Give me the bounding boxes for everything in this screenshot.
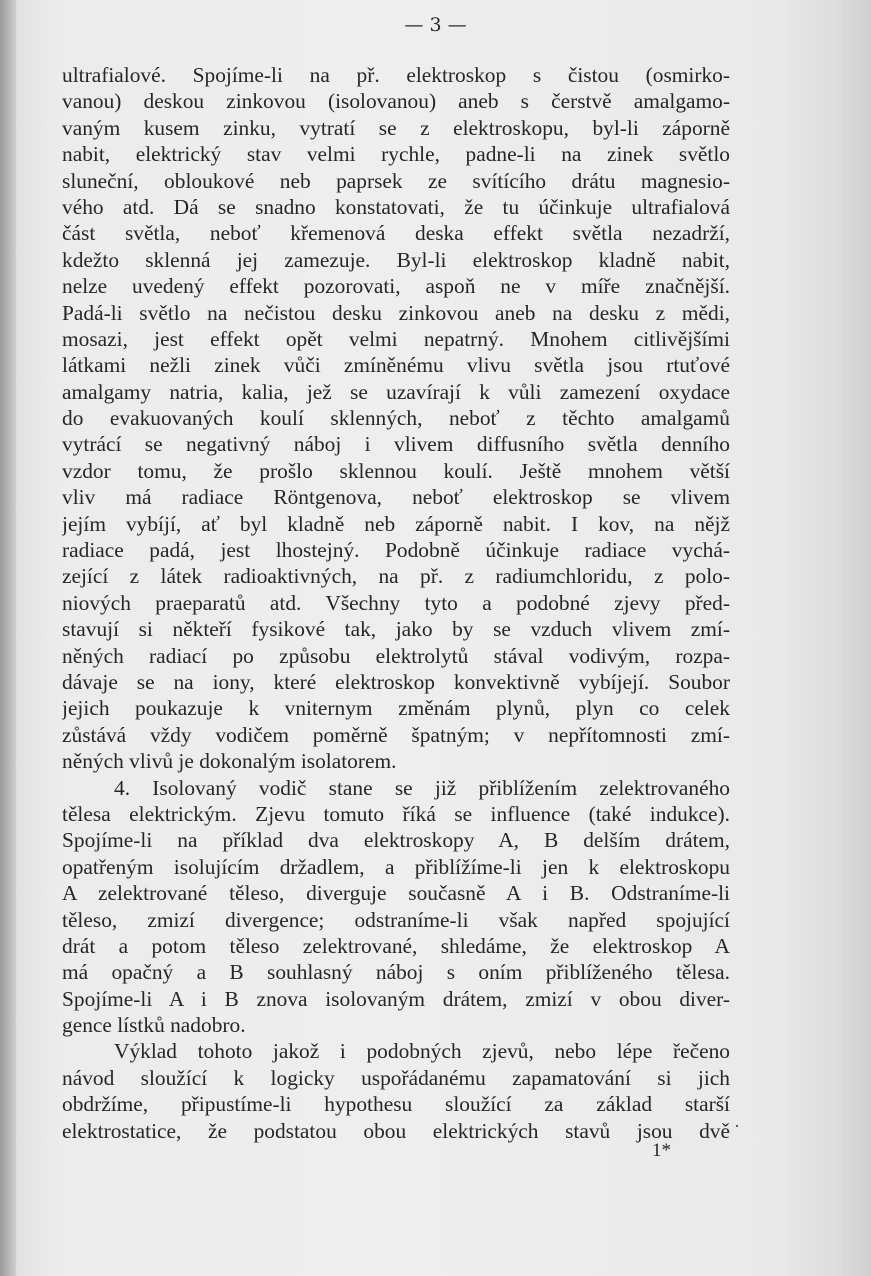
- text-line: kdežto sklenná jej zamezuje. Byl-li elektroskop kladně nabit,: [62, 247, 730, 272]
- text-line: vzdor tomu, že prošlo sklennou koulí. Ještě mnohem větší: [62, 458, 730, 483]
- text-line: A zelektrované těleso, diverguje současně A i B. Odstraníme-li: [62, 881, 730, 906]
- text-line: vanou) deskou zinkovou (isolovanou) aneb s čerstvě amalgamo-: [62, 89, 730, 114]
- text-line: zející z látek radioaktivných, na př. z radiumchloridu, z polo-: [62, 564, 730, 589]
- text-line: gence lístků nadobro.: [62, 1013, 246, 1038]
- text-line: něných vlivů je dokonalým isolatorem.: [62, 749, 397, 774]
- text-line: do evakuovaných koulí sklenných, neboť z těchto amalgamů: [62, 406, 730, 431]
- text-line: amalgamy natria, kalia, jež se uzavírají k vůli zamezení oxydace: [62, 379, 730, 404]
- page-gutter-shadow: [0, 0, 16, 1276]
- text-line: niových praeparatů atd. Všechny tyto a podobné zjevy před-: [62, 590, 730, 615]
- text-line: vého atd. Dá se snadno konstatovati, že tu účinkuje ultrafialová: [62, 194, 730, 219]
- text-line: obdržíme, připustíme-li hypothesu sloužící za základ starší: [62, 1092, 730, 1117]
- text-line: stavují si někteří fysikové tak, jako by se vzduch vlivem zmí-: [62, 617, 730, 642]
- text-line: sluneční, obloukové neb paprsek ze svítícího drátu magnesio-: [62, 168, 730, 193]
- text-line: zůstává vždy vodičem poměrně špatným; v nepřítomnosti zmí-: [62, 722, 730, 747]
- text-line: vytrácí se negativný náboj i vlivem diffusního světla denního: [62, 432, 730, 457]
- text-line: vaným kusem zinku, vytratí se z elektroskopu, byl-li záporně: [62, 115, 730, 140]
- text-line: dávaje se na iony, které elektroskop konvektivně vybíjejí. Soubor: [62, 669, 730, 694]
- text-line: mosazi, jest effekt opět velmi nepatrný. Mnohem citlivějšími: [62, 326, 730, 351]
- body-text: [62, 62, 730, 1144]
- text-line: jejich poukazuje k vniternym změnám plynů, plyn co celek: [62, 696, 730, 721]
- text-line: látkami nežli zinek vůči zmíněnému vlivu světla jsou rtuťové: [62, 353, 730, 378]
- text-line: Výklad tohoto jakož i podobných zjevů, nebo lépe řečeno: [114, 1039, 730, 1064]
- signature-mark: 1*: [652, 1140, 671, 1161]
- text-line: Spojíme-li na příklad dva elektroskopy A, B delším drátem,: [62, 828, 730, 853]
- text-line: Spojíme-li A i B znova isolovaným drátem, zmizí v obou diver-: [62, 986, 730, 1011]
- text-line: opatřeným isolujícím držadlem, a přiblížíme-li jen k elektroskopu: [62, 854, 730, 879]
- text-line: něných radiací po způsobu elektrolytů stával vodivým, rozpa-: [62, 643, 730, 668]
- text-line: Padá-li světlo na nečistou desku zinkovou aneb na desku z mědi,: [62, 300, 730, 325]
- text-line: ultrafialové. Spojíme-li na př. elektroskop s čistou (osmirko-: [62, 63, 730, 87]
- text-line: těleso, zmizí divergence; odstraníme-li však napřed spojující: [62, 907, 730, 932]
- text-line: část světla, neboť křemenová deska effekt světla nezadrží,: [62, 221, 730, 246]
- text-line: nabit, elektrický stav velmi rychle, padne-li na zinek světlo: [62, 142, 730, 167]
- text-line: vliv má radiace Röntgenova, neboť elektroskop se vlivem: [62, 485, 730, 510]
- text-line: návod sloužící k logicky uspořádanému zapamatování si jich: [62, 1065, 730, 1090]
- text-line: jejím vybíjí, ať byl kladně neb záporně nabit. I kov, na nějž: [62, 511, 730, 536]
- page-number: — 3 —: [404, 14, 467, 36]
- text-line: drát a potom těleso zelektrované, shledáme, že elektroskop A: [62, 933, 730, 958]
- text-line: elektrostatice, že podstatou obou elektrických stavů jsou dvě: [62, 1118, 730, 1143]
- text-line: má opačný a B souhlasný náboj s oním přiblíženého tělesa.: [62, 960, 730, 985]
- stray-ink-mark: ·: [734, 1116, 740, 1136]
- text-line: 4. Isolovaný vodič stane se již přiblížením zelektrovaného: [114, 775, 730, 800]
- text-line: nelze uvedený effekt pozorovati, aspoň ne v míře značnější.: [62, 274, 730, 299]
- text-line: tělesa elektrickým. Zjevu tomuto říká se influence (také indukce).: [62, 801, 730, 826]
- text-line: radiace padá, jest lhostejný. Podobně účinkuje radiace vychá-: [62, 538, 730, 563]
